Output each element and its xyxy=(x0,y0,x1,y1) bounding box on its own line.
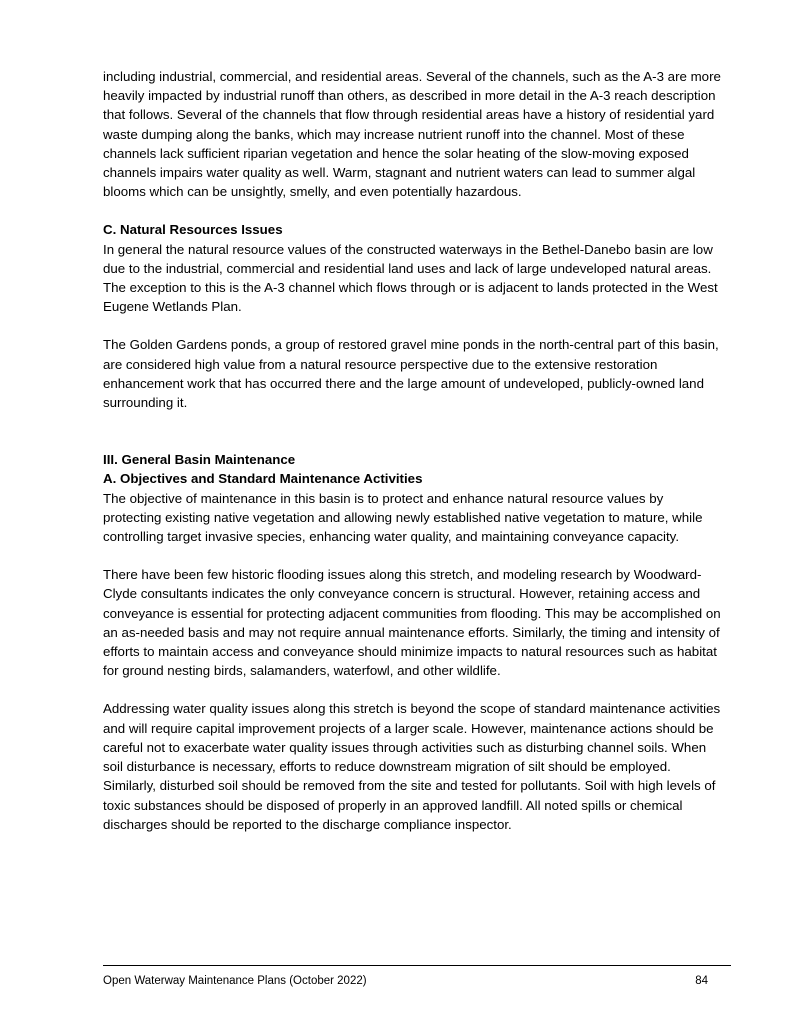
intro-paragraph: including industrial, commercial, and residential areas. Several of the channels, such as the A-3 are more heavily impacted by industrial runoff than others, as described in more detail in the A-3 reach description that follows. Several of the channels that flow through residential areas have a history of residential yard waste dumping along the banks, which may increase nutrient runoff into the channel. Most of these channels lack sufficient riparian vegetation and hence the solar heating of the slow-moving exposed channels impairs water quality as well. Warm, stagnant and nutrient waters can lead to summer algal blooms which can be unsightly, smelly, and even potentially hazardous. xyxy=(103,69,721,200)
section-iii-paragraph-1: The objective of maintenance in this basin is to protect and enhance natural resource values by protecting existing native vegetation and allowing newly established native vegetation to mature, while controlling target invasive species, enhancing water quality, and maintaining conveyance capacity. xyxy=(103,490,703,545)
section-iii-subheading: A. Objectives and Standard Maintenance Activities xyxy=(103,471,423,487)
section-c-paragraph-1: In general the natural resource values of the constructed waterways in the Bethel-Danebo basin are low due to the industrial, commercial and residential land uses and lack of large undeveloped natural areas. The exception to this is the A-3 channel which flows through or is adjacent to lands protected in the West Eugene Wetlands Plan. xyxy=(103,241,718,315)
paragraph-spacer xyxy=(103,316,721,335)
page-body xyxy=(103,67,721,834)
section-spacer xyxy=(103,412,721,450)
section-iii-paragraph-3: Addressing water quality issues along this stretch is beyond the scope of standard maintenance activities and will require capital improvement projects of a larger scale. However, maintenance actions should be careful not to exacerbate water quality issues through activities such as disturbing channel soils. When soil disturbance is necessary, efforts to reduce downstream migration of silt should be employed. Similarly, disturbed soil should be removed from the site and tested for pollutants. Soil with high levels of toxic substances should be disposed of properly in an approved landfill. All noted spills or chemical discharges should be reported to the discharge compliance inspector. xyxy=(103,701,721,832)
footer-document-title: Open Waterway Maintenance Plans (October 2022) xyxy=(103,975,367,987)
section-iii-heading: III. General Basin Maintenance xyxy=(103,452,296,468)
paragraph-spacer xyxy=(103,546,721,565)
footer-divider xyxy=(103,965,731,966)
footer-page-number: 84 xyxy=(695,975,708,987)
paragraph-spacer xyxy=(103,201,721,220)
section-c-paragraph-2: The Golden Gardens ponds, a group of restored gravel mine ponds in the north-central part of this basin, are considered high value from a natural resource perspective due to the extensive restoration enhancement work that has occurred there and the large amount of undeveloped, publicly-owned land surrounding it. xyxy=(103,337,719,411)
section-iii-paragraph-2: There have been few historic flooding issues along this stretch, and modeling research by Woodward-Clyde consultants indicates the only conveyance concern is structural. However, retaining access and conveyance is essential for protecting adjacent communities from flooding. This may be accomplished on an as-needed basis and may not require annual maintenance efforts. Similarly, the timing and intensity of efforts to maintain access and conveyance should minimize impacts to natural resources such as habitat for ground nesting birds, salamanders, waterfowl, and other wildlife. xyxy=(103,567,721,679)
section-c-heading: C. Natural Resources Issues xyxy=(103,222,283,238)
paragraph-spacer xyxy=(103,680,721,699)
